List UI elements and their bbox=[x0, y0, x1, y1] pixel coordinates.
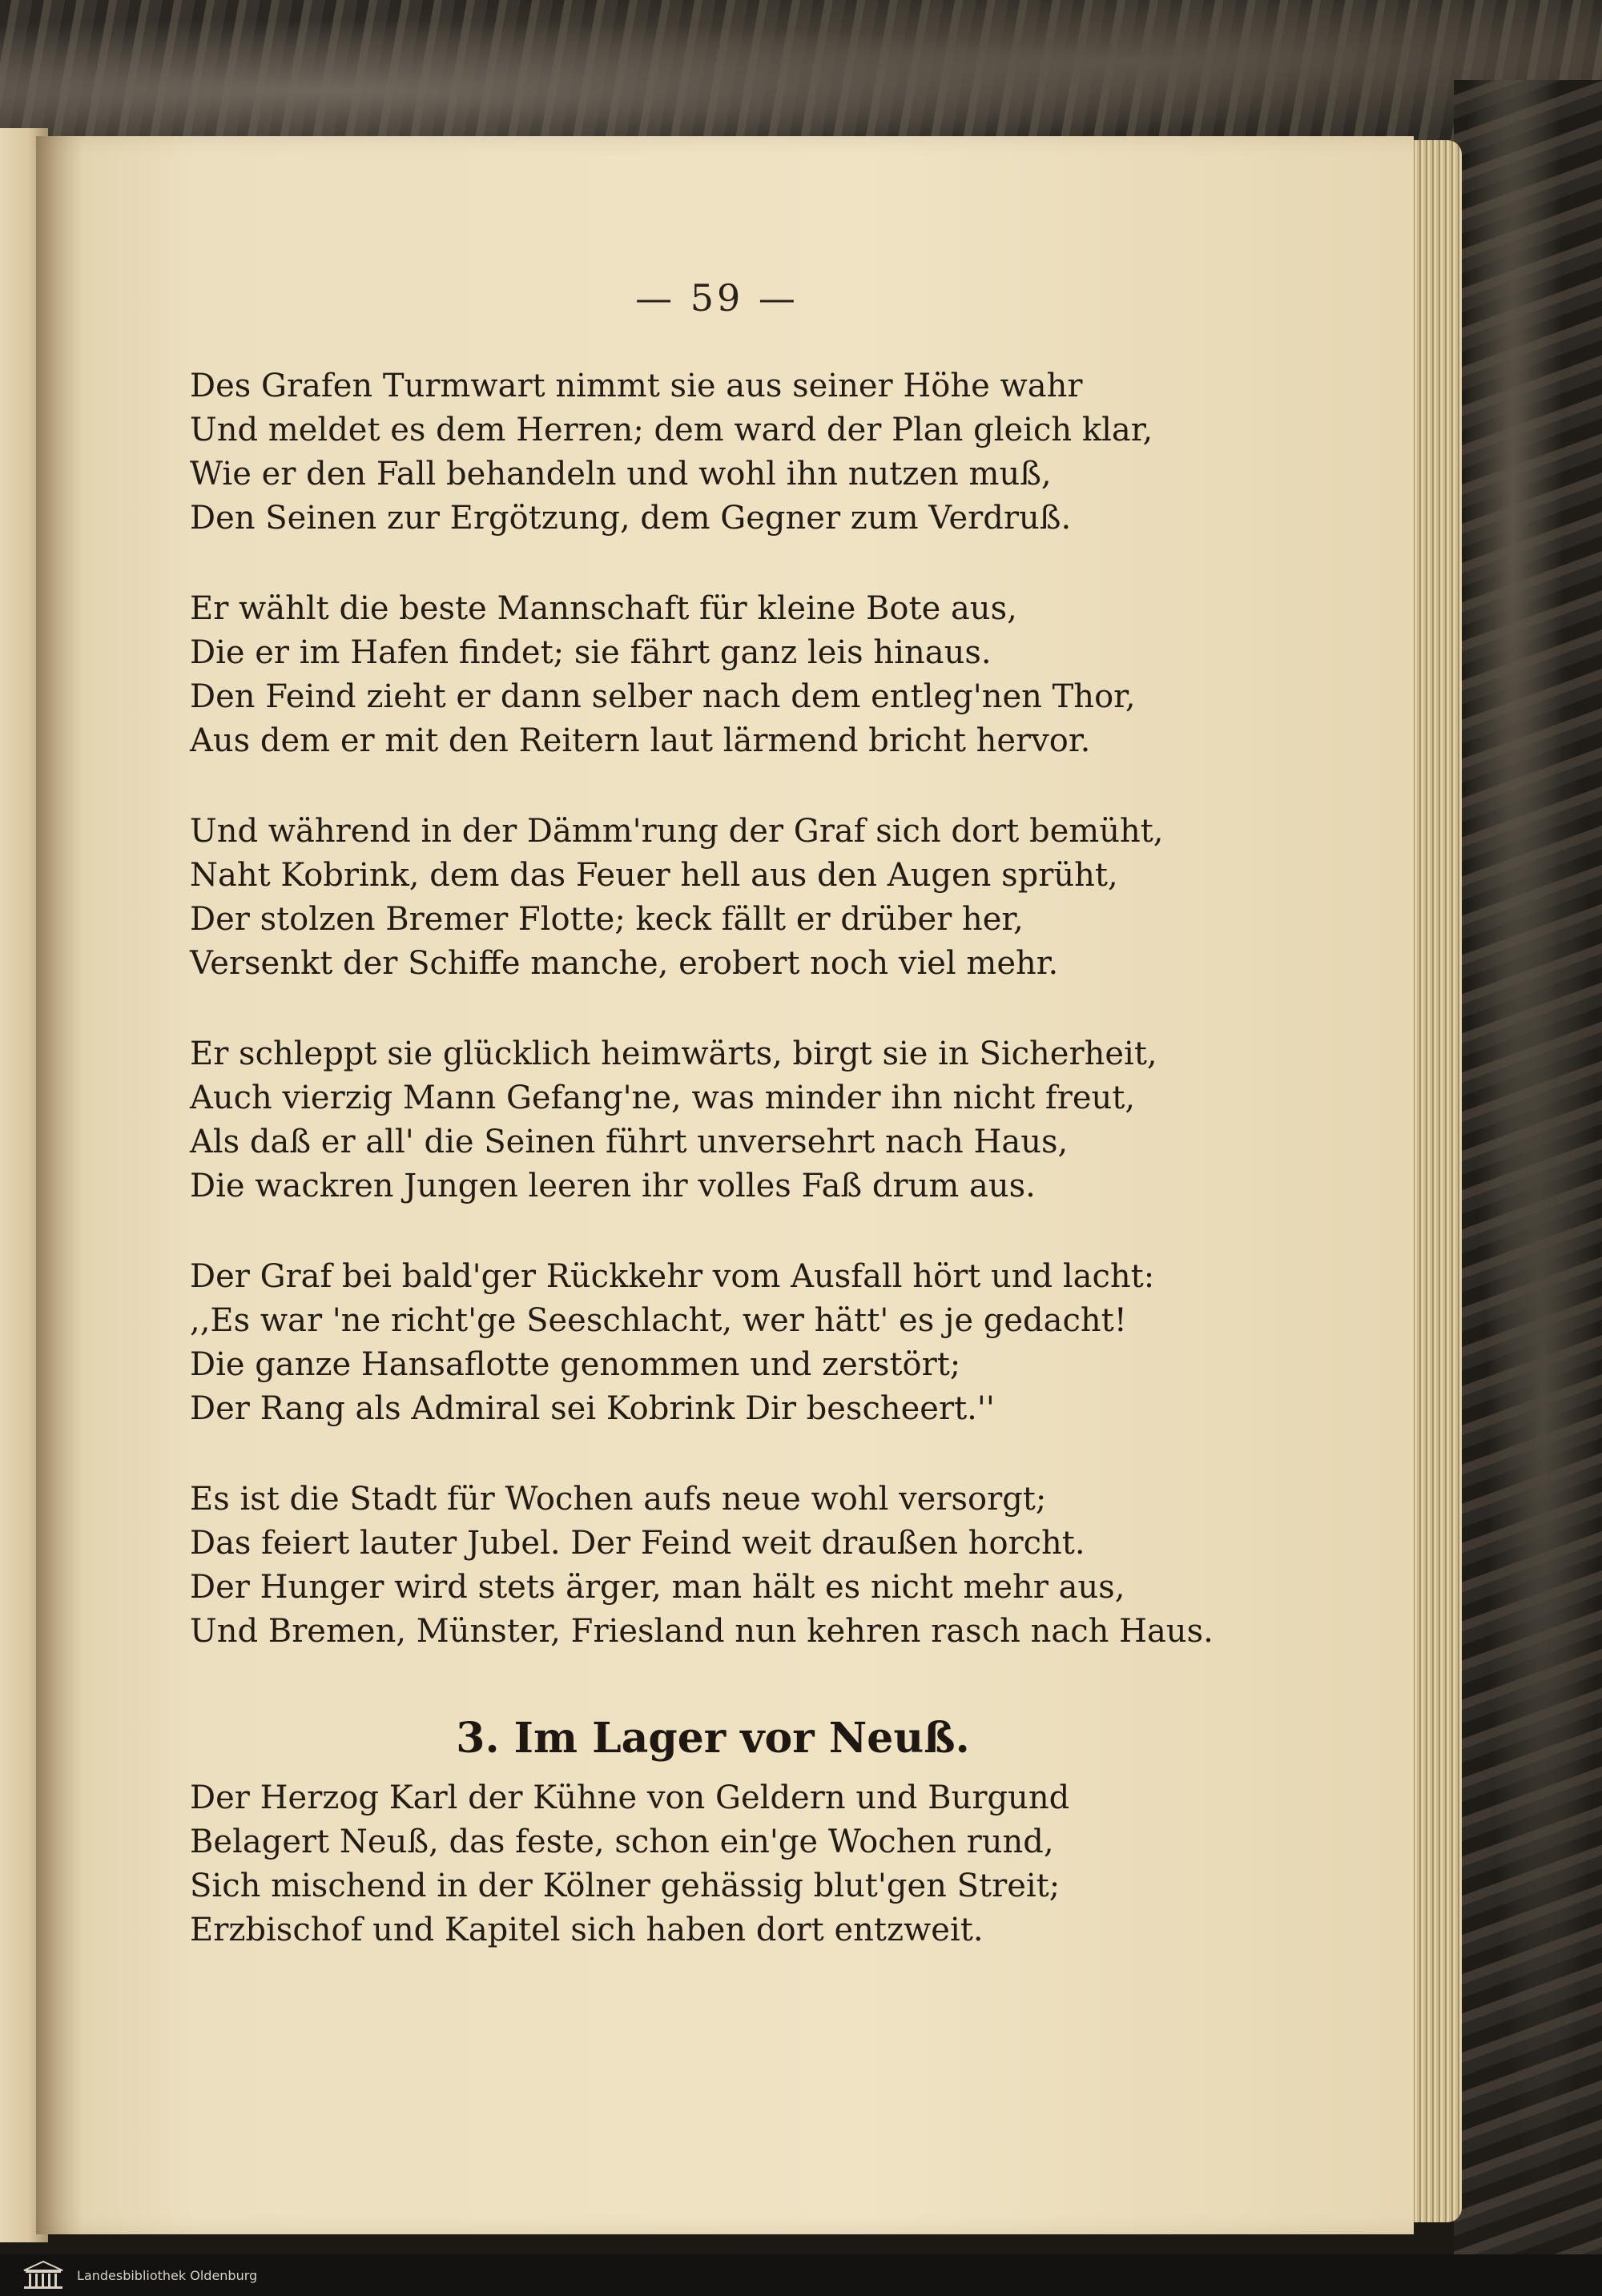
stanza-1 bbox=[190, 364, 1327, 541]
stanza-7 bbox=[190, 1776, 1327, 1952]
verse-line: Auch vierzig Mann Gefang'ne, was minder ihn nicht freut, bbox=[190, 1080, 1136, 1116]
verse-line: Er schleppt sie glücklich heimwärts, birgt sie in Sicherheit, bbox=[190, 1035, 1157, 1072]
verse-line: Die ganze Hansaflotte genommen und zerstört; bbox=[190, 1346, 961, 1383]
verse-line: Aus dem er mit den Reitern laut lärmend bricht hervor. bbox=[190, 722, 1091, 759]
verse-line: Erzbischof und Kapitel sich haben dort entzweit. bbox=[190, 1912, 984, 1948]
stanza-3 bbox=[190, 810, 1327, 986]
verse-line: Belagert Neuß, das feste, schon ein'ge Wochen rund, bbox=[190, 1824, 1054, 1860]
verse-line: Und während in der Dämm'rung der Graf sich dort bemüht, bbox=[190, 813, 1164, 850]
book-cover-top bbox=[0, 0, 1602, 152]
verse-line: Und Bremen, Münster, Friesland nun kehren rasch nach Haus. bbox=[190, 1613, 1214, 1650]
verse-line: Es ist die Stadt für Wochen aufs neue wohl versorgt; bbox=[190, 1481, 1047, 1518]
verse-line: Der Herzog Karl der Kühne von Geldern und Burgund bbox=[190, 1779, 1070, 1816]
verse-line: Die er im Hafen findet; sie fährt ganz leis hinaus. bbox=[190, 634, 992, 671]
poem-text bbox=[190, 364, 1327, 1700]
verse-line: Den Seinen zur Ergötzung, dem Gegner zum Verdruß. bbox=[190, 500, 1072, 537]
stanza-4 bbox=[190, 1032, 1327, 1208]
verse-line: Des Grafen Turmwart nimmt sie aus seiner Höhe wahr bbox=[190, 368, 1083, 404]
verse-line: Er wählt die beste Mannschaft für kleine Bote aus, bbox=[190, 590, 1017, 627]
verse-line: Der Rang als Admiral sei Kobrink Dir bescheert.'' bbox=[190, 1390, 995, 1427]
section-heading: 3. Im Lager vor Neuß. bbox=[456, 1714, 970, 1763]
library-name: Landesbibliothek Oldenburg bbox=[77, 2267, 258, 2283]
verse-line: Sich mischend in der Kölner gehässig blut'gen Streit; bbox=[190, 1868, 1061, 1904]
verse-line: Die wackren Jungen leeren ihr volles Faß drum aus. bbox=[190, 1168, 1036, 1204]
book-cover-right bbox=[1454, 80, 1602, 2258]
verse-line: Als daß er all' die Seinen führt unversehrt nach Haus, bbox=[190, 1124, 1069, 1160]
verse-line: ,,Es war 'ne richt'ge Seeschlacht, wer hätt' es je gedacht! bbox=[190, 1302, 1127, 1339]
verse-line: Der Graf bei bald'ger Rückkehr vom Ausfall hört und lacht: bbox=[190, 1258, 1155, 1295]
verse-line: Der stolzen Bremer Flotte; keck fällt er drüber her, bbox=[190, 901, 1024, 938]
stanza-2 bbox=[190, 587, 1327, 763]
stanza-5 bbox=[190, 1255, 1327, 1431]
verse-line: Wie er den Fall behandeln und wohl ihn nutzen muß, bbox=[190, 456, 1052, 493]
stanza-6 bbox=[190, 1478, 1327, 1654]
verse-line: Der Hunger wird stets ärger, man hält es nicht mehr aus, bbox=[190, 1569, 1125, 1606]
footer-bar bbox=[0, 2254, 1602, 2296]
library-building-icon bbox=[21, 2259, 66, 2291]
verse-line: Versenkt der Schiffe manche, erobert noch viel mehr. bbox=[190, 945, 1059, 982]
verse-line: Und meldet es dem Herren; dem ward der Plan gleich klar, bbox=[190, 412, 1153, 448]
verse-line: Den Feind zieht er dann selber nach dem entleg'nen Thor, bbox=[190, 678, 1136, 715]
verse-line: Naht Kobrink, dem das Feuer hell aus den Augen sprüht, bbox=[190, 857, 1118, 894]
verse-line: Das feiert lauter Jubel. Der Feind weit draußen horcht. bbox=[190, 1525, 1085, 1562]
page-number: — 59 — bbox=[635, 276, 799, 320]
